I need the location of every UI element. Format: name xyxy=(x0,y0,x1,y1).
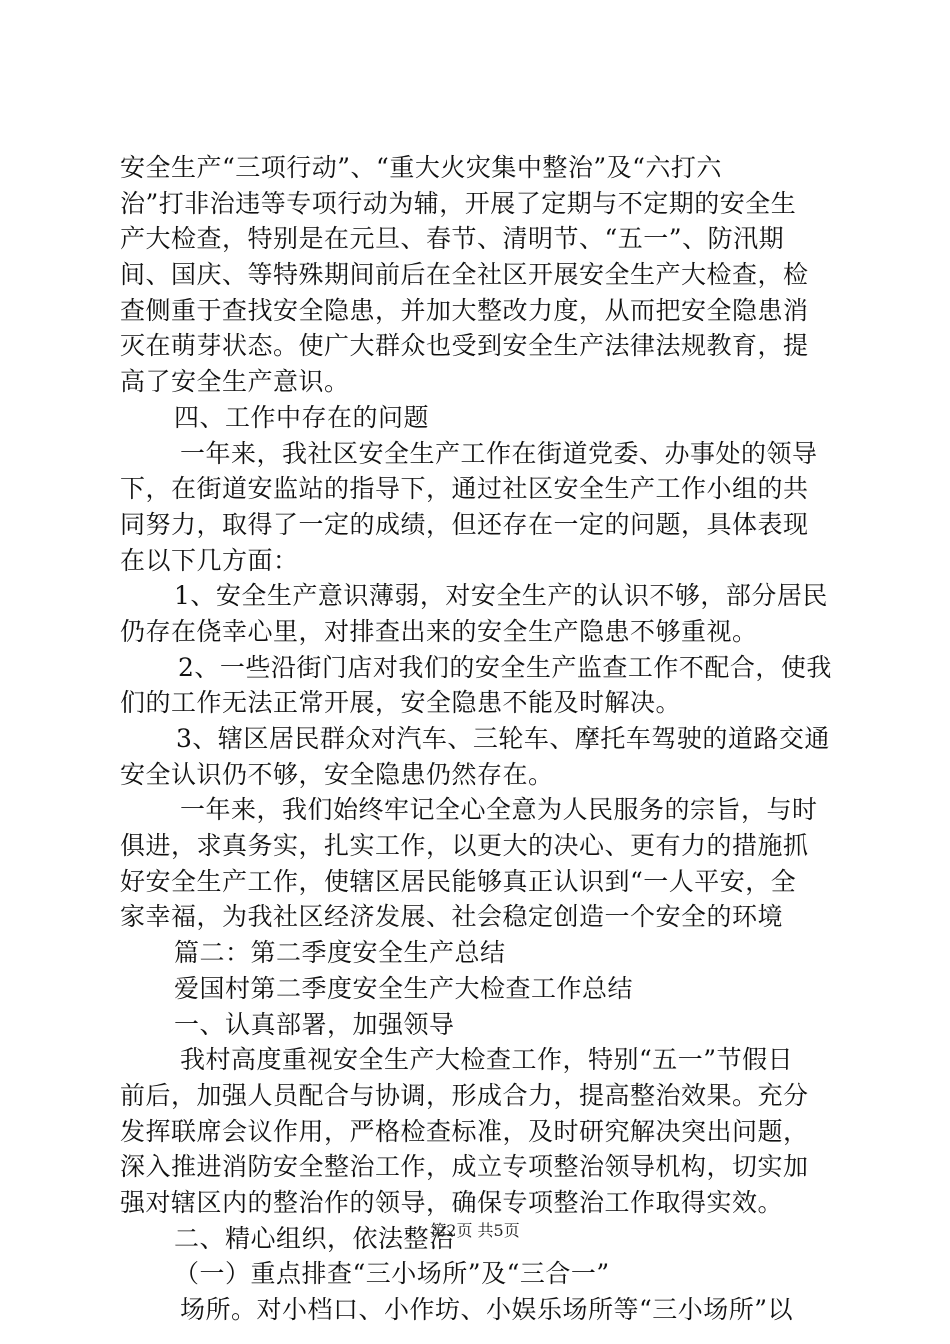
text-line: 一年来，我们始终牢记全心全意为人民服务的宗旨，与时 xyxy=(180,795,818,825)
text-line: 们的工作无法正常开展，安全隐患不能及时解决。 xyxy=(120,688,682,718)
text-line: 产大检查，特别是在元旦、春节、清明节、“五一”、防汛期 xyxy=(120,224,785,254)
text-line: 同努力，取得了一定的成绩，但还存在一定的问题，具体表现 xyxy=(120,509,809,539)
text-line: 安全认识仍不够，安全隐患仍然存在。 xyxy=(120,759,554,789)
text-line: 高了安全生产意识。 xyxy=(120,367,350,397)
text-line: 场所。对小档口、小作坊、小娱乐场所等“三小场所”以 xyxy=(180,1295,794,1324)
text-line: 安全生产“三项行动”、“重大火灾集中整治”及“六打六 xyxy=(120,153,722,182)
text-line: 好安全生产工作，使辖区居民能够真正认识到“一人平安，全 xyxy=(120,866,797,896)
text-line: 一年来，我社区安全生产工作在街道党委、办事处的领导 xyxy=(180,438,818,468)
text-line: 发挥联席会议作用，严格检查标准，及时研究解决突出问题， xyxy=(120,1116,809,1146)
text-line: 强对辖区内的整治作的领导，确保专项整治工作取得实效。 xyxy=(120,1187,784,1217)
text-line: 间、国庆、等特殊期间前后在全社区开展安全生产大检查，检 xyxy=(120,260,809,290)
text-line: 爱国村第二季度安全生产大检查工作总结 xyxy=(174,973,634,1003)
text-line: （一）重点排查“三小场所”及“三合一” xyxy=(174,1259,610,1289)
text-line: 前后，加强人员配合与协调，形成合力，提高整治效果。充分 xyxy=(120,1080,809,1110)
text-line: 篇二：第二季度安全生产总结 xyxy=(174,938,506,968)
document-body xyxy=(120,150,832,1328)
text-line: 家幸福，为我社区经济发展、社会稳定创造一个安全的环境 xyxy=(120,902,784,932)
text-line: 治”打非治违等专项行动为辅，开展了定期与不定期的安全生 xyxy=(120,188,797,218)
text-line: 查侧重于查找安全隐患，并加大整改力度，从而把安全隐患消 xyxy=(120,295,809,325)
text-line: 在以下几方面： xyxy=(120,545,299,575)
text-line: 二、精心组织，依法整治 xyxy=(174,1223,455,1253)
text-line: 四、工作中存在的问题 xyxy=(174,402,430,432)
text-line: 仍存在侥幸心里，对排查出来的安全生产隐患不够重视。 xyxy=(120,616,758,646)
text-line: 2、一些沿街门店对我们的安全生产监查工作不配合，使我 xyxy=(178,652,832,682)
text-line: 深入推进消防安全整治工作，成立专项整治领导机构，切实加 xyxy=(120,1152,809,1182)
text-line: 3、辖区居民群众对汽车、三轮车、摩托车驾驶的道路交通 xyxy=(176,724,830,753)
text-line: 一、认真部署，加强领导 xyxy=(174,1009,455,1039)
text-line: 俱进，求真务实，扎实工作，以更大的决心、更有力的措施抓 xyxy=(120,831,809,861)
text-line: 灭在萌芽状态。使广大群众也受到安全生产法律法规教育，提 xyxy=(120,331,809,361)
text-line: 1、安全生产意识薄弱，对安全生产的认识不够，部分居民 xyxy=(174,581,828,611)
page-footer: 第2页 共5页 xyxy=(430,1221,520,1240)
text-line: 我村高度重视安全生产大检查工作，特别“五一”节假日 xyxy=(180,1045,794,1075)
text-line: 下，在街道安监站的指导下，通过社区安全生产工作小组的共 xyxy=(120,474,809,504)
